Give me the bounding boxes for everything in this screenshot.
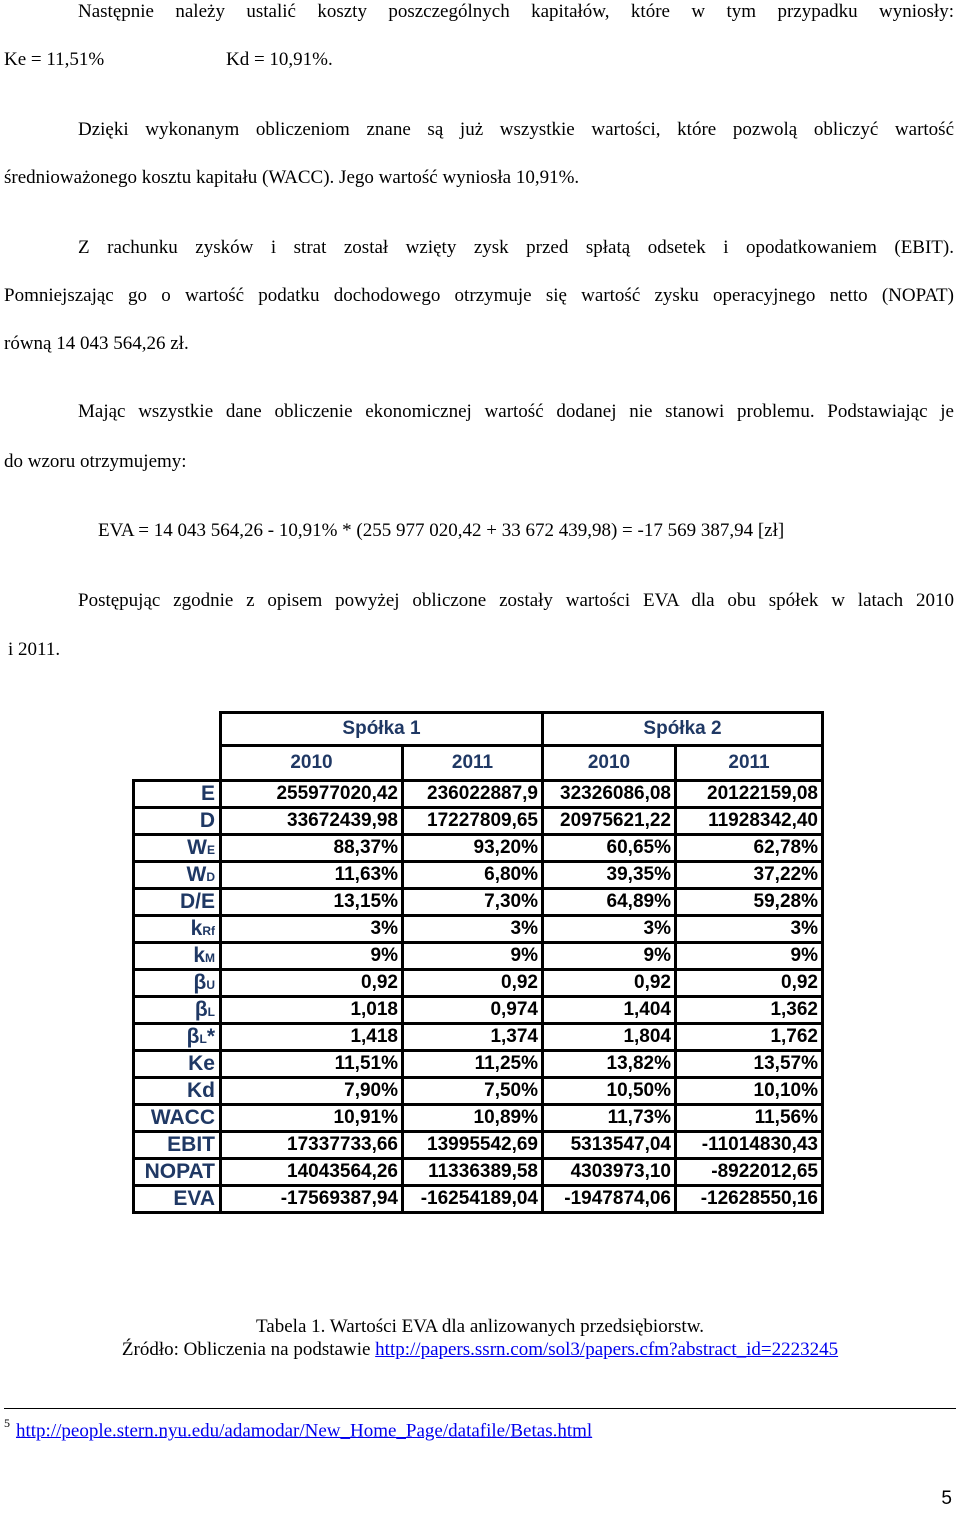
table-cell: 11,63%	[221, 862, 403, 889]
table-cell: 6,80%	[403, 862, 543, 889]
table-cell: 3%	[221, 916, 403, 943]
table-cell: 0,92	[221, 970, 403, 997]
row-label-suffix: *	[206, 1025, 215, 1048]
row-label	[134, 808, 221, 835]
row-label-main: k	[190, 917, 203, 940]
table-row	[134, 808, 823, 835]
table-cell: 88,37%	[221, 835, 403, 862]
table-cell: 236022887,9	[403, 781, 543, 808]
table-cell: 20975621,22	[543, 808, 676, 835]
table-row	[134, 943, 823, 970]
table-row	[134, 916, 823, 943]
table-cell: 32326086,08	[543, 781, 676, 808]
table-cell: 11,51%	[221, 1051, 403, 1078]
table-row	[134, 835, 823, 862]
table-cell: 0,92	[543, 970, 676, 997]
table-row	[134, 1105, 823, 1132]
column-year-header: 2011	[676, 746, 823, 781]
row-label	[134, 1132, 221, 1159]
table-cell: 37,22%	[676, 862, 823, 889]
row-label-subscript: U	[206, 978, 215, 992]
table-cell: 9%	[543, 943, 676, 970]
source-link[interactable]: http://papers.ssrn.com/sol3/papers.cfm?abstract_id=2223245	[375, 1339, 839, 1360]
row-label	[134, 997, 221, 1024]
ke-value: Ke = 11,51%	[4, 49, 105, 70]
table-cell: 17227809,65	[403, 808, 543, 835]
table-cell: 11928342,40	[676, 808, 823, 835]
row-label-main: D/E	[179, 890, 215, 913]
row-label-main: E	[200, 782, 215, 805]
paragraph-text: do wzoru otrzymujemy:	[4, 451, 187, 472]
table-row	[134, 1159, 823, 1186]
table-cell: 1,018	[221, 997, 403, 1024]
table-cell: 10,89%	[403, 1105, 543, 1132]
footnote-divider	[4, 1408, 956, 1409]
row-label	[134, 1051, 221, 1078]
table-cell: 39,35%	[543, 862, 676, 889]
table-cell: 11336389,58	[403, 1159, 543, 1186]
row-label	[134, 835, 221, 862]
table-cell: 0,92	[676, 970, 823, 997]
table-cell: 10,91%	[221, 1105, 403, 1132]
table-cell: 255977020,42	[221, 781, 403, 808]
row-label-main: β	[186, 1025, 200, 1048]
table-cell: 1,404	[543, 997, 676, 1024]
table-cell: -12628550,16	[676, 1186, 823, 1213]
table-cell: 3%	[403, 916, 543, 943]
table-cell: 1,762	[676, 1024, 823, 1051]
table-cell: 3%	[543, 916, 676, 943]
row-label-subscript: L	[207, 1005, 215, 1019]
table-cell: -17569387,94	[221, 1186, 403, 1213]
table-cell: 9%	[676, 943, 823, 970]
row-label-main: WACC	[150, 1106, 215, 1129]
row-label	[134, 1159, 221, 1186]
table-cell: 20122159,08	[676, 781, 823, 808]
table-cell: 7,30%	[403, 889, 543, 916]
column-group-header: Spółka 2	[543, 713, 823, 746]
footnote-number: 5	[4, 1416, 10, 1430]
table-source	[0, 1339, 960, 1361]
column-year-header: 2010	[221, 746, 403, 781]
row-label	[134, 943, 221, 970]
table-row	[134, 1024, 823, 1051]
table-cell: 1,362	[676, 997, 823, 1024]
table-cell: -11014830,43	[676, 1132, 823, 1159]
row-label	[134, 1105, 221, 1132]
footnote	[4, 1418, 592, 1442]
table-cell: 17337733,66	[221, 1132, 403, 1159]
table-row	[134, 1078, 823, 1105]
row-label-main: D	[199, 809, 215, 832]
row-label-subscript: D	[206, 870, 215, 884]
row-label	[134, 862, 221, 889]
table-cell: 1,804	[543, 1024, 676, 1051]
row-label-subscript: M	[205, 951, 215, 965]
table-row	[134, 970, 823, 997]
table-cell: 7,50%	[403, 1078, 543, 1105]
row-label-main: Ke	[188, 1052, 215, 1075]
eva-table	[132, 711, 824, 1214]
table-cell: 3%	[676, 916, 823, 943]
row-label	[134, 1186, 221, 1213]
table-corner	[134, 746, 221, 781]
row-label-main: EVA	[173, 1187, 215, 1210]
table-cell: 10,50%	[543, 1078, 676, 1105]
table-cell: 13,57%	[676, 1051, 823, 1078]
table-source-prefix: Źródło: Obliczenia na podstawie	[121, 1339, 376, 1360]
paragraph-text: i 2011.	[8, 639, 61, 660]
table-caption: Tabela 1. Wartości EVA dla anlizowanych przedsiębiorstw.	[256, 1316, 704, 1337]
column-year-header: 2010	[543, 746, 676, 781]
table-cell: 7,90%	[221, 1078, 403, 1105]
row-label-main: W	[186, 863, 207, 886]
table-cell: 11,56%	[676, 1105, 823, 1132]
table-cell: -16254189,04	[403, 1186, 543, 1213]
row-label	[134, 1024, 221, 1051]
column-group-header: Spółka 1	[221, 713, 543, 746]
table-row	[134, 889, 823, 916]
table-cell: 4303973,10	[543, 1159, 676, 1186]
row-label	[134, 1078, 221, 1105]
table-cell: 11,73%	[543, 1105, 676, 1132]
row-label-main: β	[194, 998, 208, 1021]
page-number: 5	[941, 1488, 952, 1509]
row-label-subscript: L	[199, 1032, 207, 1046]
paragraph-text: Pomniejszając go o wartość podatku dochodowego otrzymuje się wartość zysku operacyjnego netto (NOPAT)	[4, 285, 954, 306]
table-cell: 0,974	[403, 997, 543, 1024]
table-cell: 9%	[403, 943, 543, 970]
table-cell: 13995542,69	[403, 1132, 543, 1159]
row-label-subscript: Rf	[202, 924, 215, 938]
paragraph-text: Z rachunku zysków i strat został wzięty zysk przed spłatą odsetek i opodatkowaniem (EBIT).	[78, 237, 954, 258]
row-label	[134, 781, 221, 808]
table-row	[134, 1132, 823, 1159]
row-label	[134, 889, 221, 916]
table-row	[134, 1186, 823, 1213]
table-cell: 62,78%	[676, 835, 823, 862]
paragraph-text: równą 14 043 564,26 zł.	[4, 333, 189, 354]
table-cell: 1,374	[403, 1024, 543, 1051]
table-cell: 13,82%	[543, 1051, 676, 1078]
row-label-main: EBIT	[167, 1133, 215, 1156]
table-cell: 11,25%	[403, 1051, 543, 1078]
table-cell: 93,20%	[403, 835, 543, 862]
table-header-row-groups	[134, 713, 823, 746]
table-cell: -8922012,65	[676, 1159, 823, 1186]
paragraph-text: Mając wszystkie dane obliczenie ekonomicznej wartość dodanej nie stanowi problemu. Podstawiając je	[78, 401, 954, 422]
table-cell: 0,92	[403, 970, 543, 997]
table-cell: 5313547,04	[543, 1132, 676, 1159]
row-label	[134, 916, 221, 943]
table-cell: 64,89%	[543, 889, 676, 916]
paragraph-text: Postępując zgodnie z opisem powyżej obliczone zostały wartości EVA dla obu spółek w latach 2010	[78, 590, 954, 611]
row-label-main: β	[193, 971, 207, 994]
table-cell: 13,15%	[221, 889, 403, 916]
table-cell: 60,65%	[543, 835, 676, 862]
row-label-main: Kd	[187, 1079, 215, 1102]
table-cell: 1,418	[221, 1024, 403, 1051]
kd-value: Kd = 10,91%.	[226, 49, 333, 70]
row-label-main: W	[187, 836, 207, 859]
row-label-subscript: E	[206, 843, 215, 857]
table-row	[134, 781, 823, 808]
column-year-header: 2011	[403, 746, 543, 781]
paragraph-text: średnioważonego kosztu kapitału (WACC). Jego wartość wyniosła 10,91%.	[4, 167, 580, 188]
table-cell: 9%	[221, 943, 403, 970]
table-header-row-years	[134, 746, 823, 781]
table-row	[134, 997, 823, 1024]
paragraph-text: Dzięki wykonanym obliczeniom znane są już wszystkie wartości, które pozwolą obliczyć wartość	[78, 119, 954, 140]
table-row	[134, 862, 823, 889]
row-label-main: k	[193, 944, 205, 967]
table-cell: 59,28%	[676, 889, 823, 916]
table-cell: 33672439,98	[221, 808, 403, 835]
table-cell: 10,10%	[676, 1078, 823, 1105]
row-label-main: NOPAT	[144, 1160, 215, 1183]
table-row	[134, 1051, 823, 1078]
footnote-link[interactable]: http://people.stern.nyu.edu/adamodar/New_Home_Page/datafile/Betas.html	[16, 1420, 593, 1442]
table-corner	[134, 713, 221, 746]
table-cell: 14043564,26	[221, 1159, 403, 1186]
row-label	[134, 970, 221, 997]
eva-formula: EVA = 14 043 564,26 - 10,91% * (255 977 020,42 + 33 672 439,98) = -17 569 387,94 [zł]	[98, 520, 785, 541]
table-cell: -1947874,06	[543, 1186, 676, 1213]
paragraph-text: Następnie należy ustalić koszty poszczególnych kapitałów, które w tym przypadku wyniosły:	[78, 1, 954, 22]
